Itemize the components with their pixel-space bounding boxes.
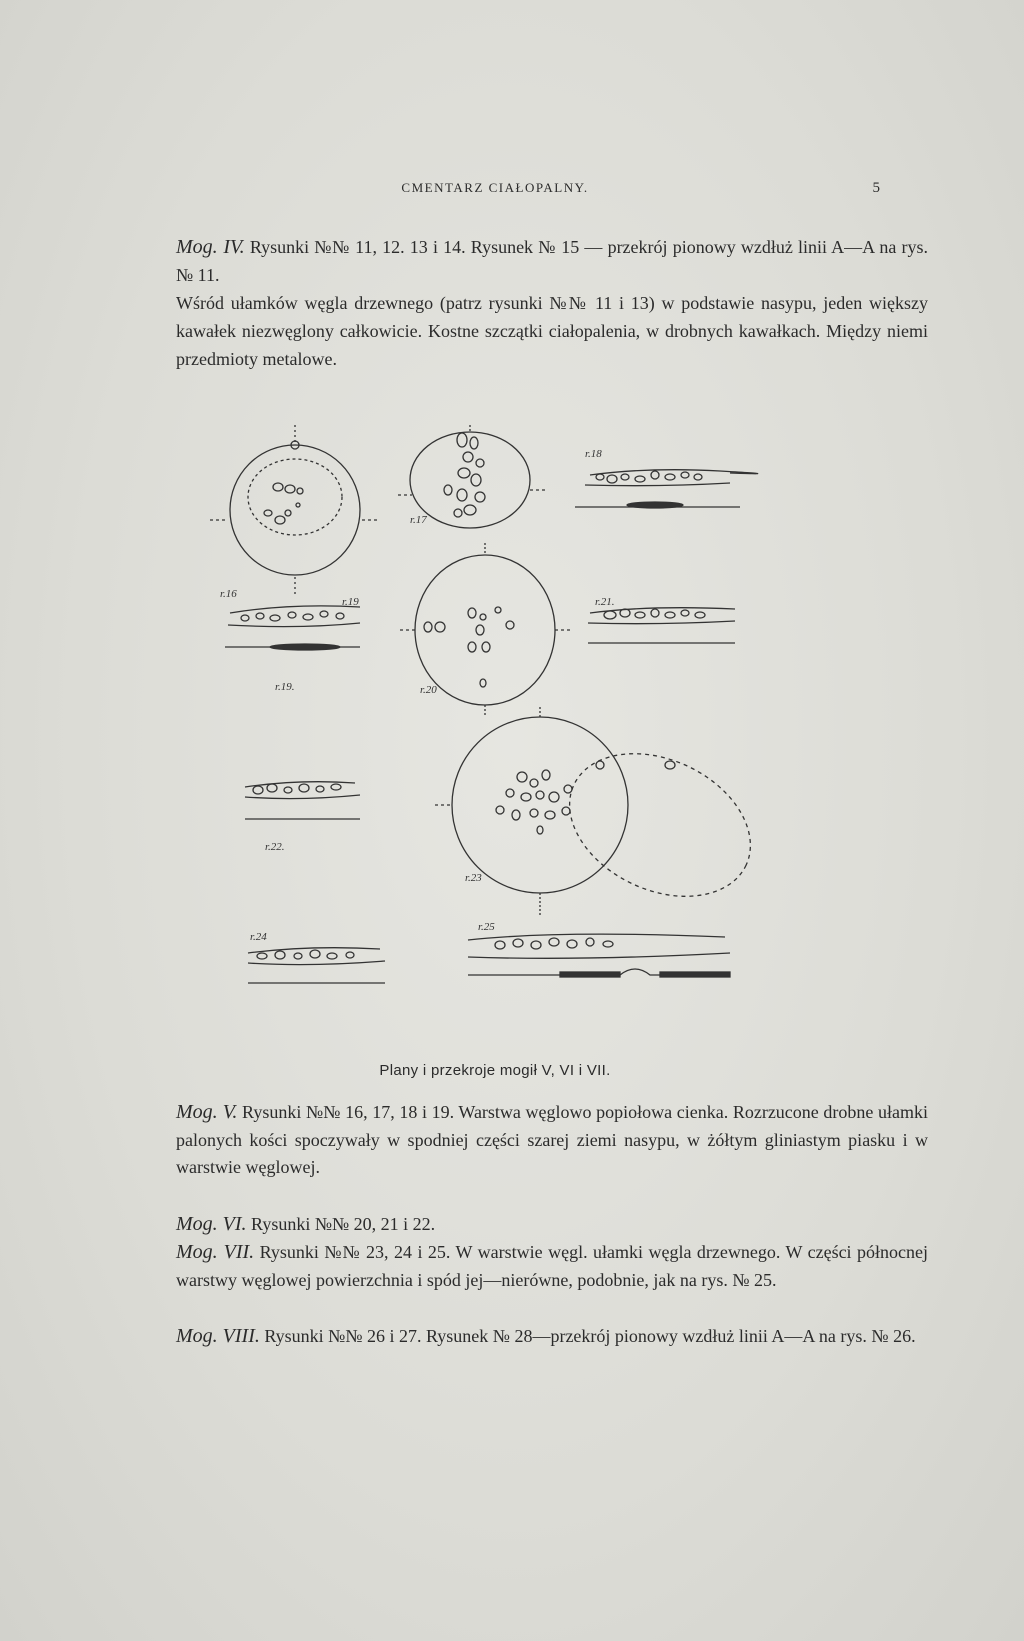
paragraph-text: Wśród ułamków węgla drzewnego (patrz rysunki №№ 11 i 13) w podstawie nasypu, jeden większy kawałek niezwęglony całkowicie. Kostne szczątki ciałopalenia, w drobnych kawałkach. Między niemi przedmioty metalowe. xyxy=(176,293,928,369)
paragraph-mog-vi xyxy=(110,1211,928,1239)
paragraph-text: Rysunki №№ 16, 17, 18 i 19. Warstwa węglowo popiołowa cienka. Rozrzucone drobne ułamki palonych kości spoczywały w spodniej części szarej ziemi nasypu, w żółtym gliniastym piasku i w warstwie węglowej. xyxy=(176,1102,928,1177)
label-r18: r.18 xyxy=(585,448,602,460)
plan-r23 xyxy=(435,707,774,924)
paragraph-mog-iv xyxy=(110,233,928,289)
plan-r17 xyxy=(398,425,545,528)
paragraph-mog-iv-details xyxy=(110,289,928,373)
paragraph-text: Rysunki №№ 11, 12. 13 i 14. Rysunek № 15 — przekrój pionowy wzdłuż linii A—A na rys. № 11. xyxy=(176,237,929,285)
section-r25 xyxy=(468,934,730,977)
paragraph-mog-vii xyxy=(110,1239,928,1294)
paragraph-mog-v xyxy=(110,1099,928,1182)
label-r21: r.21. xyxy=(595,596,615,608)
label-r23: r.23 xyxy=(465,872,482,884)
section-r24 xyxy=(248,948,385,983)
figure-grave-plans xyxy=(200,425,800,1060)
grave-label: Mog. VI. xyxy=(176,1213,247,1235)
label-r22: r.22. xyxy=(265,841,285,853)
label-r16: r.16 xyxy=(220,588,237,600)
section-r19 xyxy=(225,606,360,650)
label-r17: r.17 xyxy=(410,514,427,526)
paragraph-text: Rysunki №№ 20, 21 i 22. xyxy=(251,1214,436,1234)
section-r21 xyxy=(588,608,735,643)
figure-drawing xyxy=(200,425,800,1060)
label-r19-dot: r.19. xyxy=(275,681,295,693)
grave-label: Mog. VII. xyxy=(176,1241,255,1263)
paragraph-mog-viii xyxy=(110,1323,928,1351)
page-number: 5 xyxy=(872,180,880,196)
label-r25: r.25 xyxy=(478,921,495,933)
grave-label: Mog. VIII. xyxy=(176,1325,260,1347)
paragraph-text: Rysunki №№ 23, 24 i 25. W warstwie węgl. ułamki węgla drzewnego. W części północnej warstwy węglowej powierzchnia i spód jej—nierówne, podobnie, jak na rys. № 25. xyxy=(176,1242,928,1290)
label-r19: r.19 xyxy=(342,596,359,608)
section-r18 xyxy=(575,470,758,508)
label-r20: r.20 xyxy=(420,684,437,696)
label-r24: r.24 xyxy=(250,931,267,943)
figure-labels xyxy=(220,448,615,943)
figure-caption: Plany i przekroje mogił V, VI i VII. xyxy=(379,1062,611,1079)
section-r22 xyxy=(245,782,360,819)
grave-label: Mog. V. xyxy=(176,1101,238,1123)
plan-r16 xyxy=(210,425,380,595)
grave-label: Mog. IV. xyxy=(176,236,245,258)
running-head xyxy=(110,180,880,200)
paragraph-text: Rysunki №№ 26 i 27. Rysunek № 28—przekrój pionowy wzdłuż linii A—A na rys. № 26. xyxy=(264,1326,916,1346)
running-title: CMENTARZ CIAŁOPALNY. xyxy=(401,180,589,195)
